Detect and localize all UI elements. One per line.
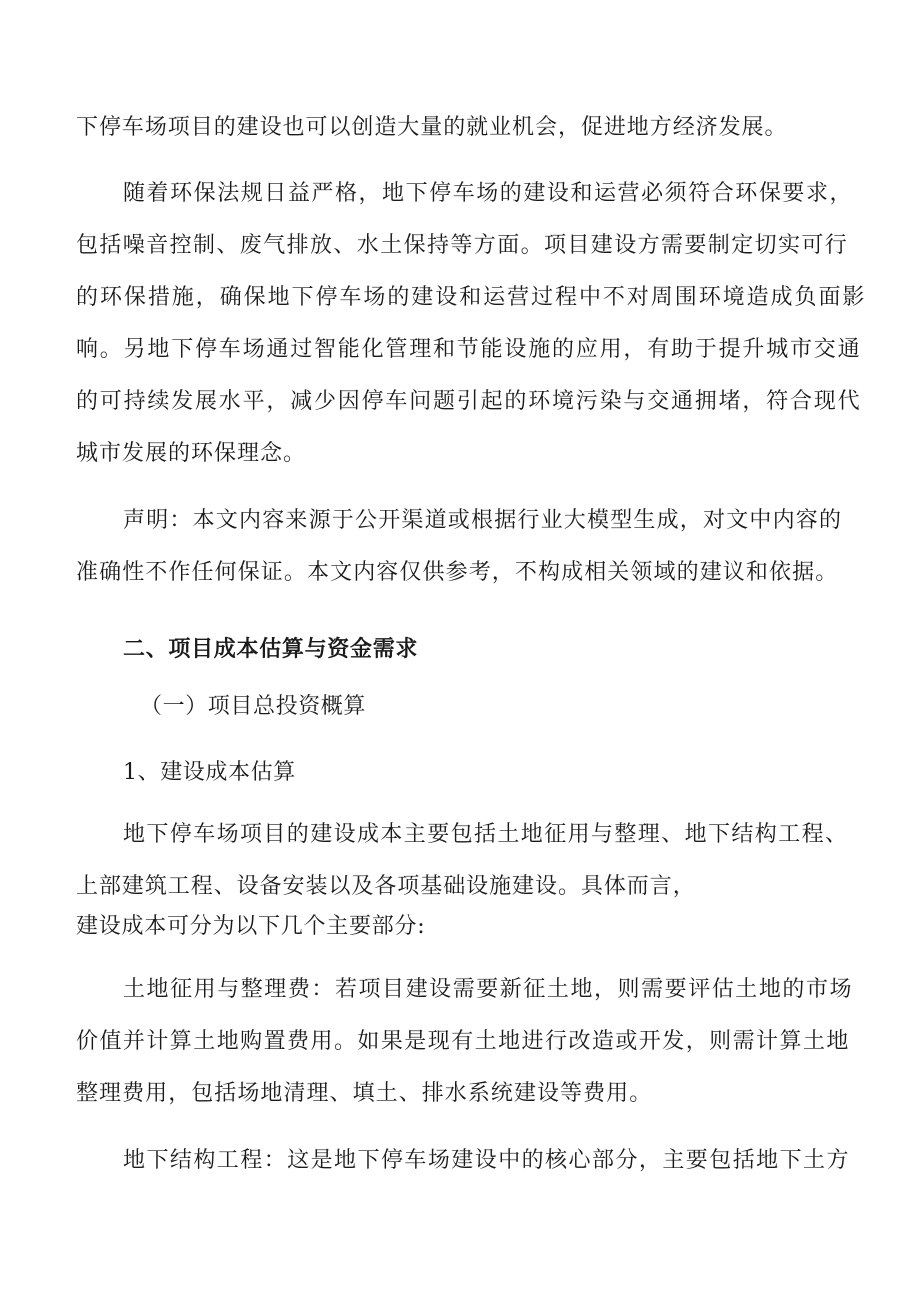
text-line: 上部建筑工程、设备安装以及各项基础设施建设。具体而言，: [76, 874, 696, 899]
text-line: 下停车场项目的建设也可以创造大量的就业机会，促进地方经济发展。: [76, 115, 788, 140]
disclaimer-line: 准确性不作任何保证。本文内容仅供参考，不构成相关领域的建议和依据。: [76, 560, 839, 585]
text-line: 的环保措施，确保地下停车场的建设和运营过程中不对周围环境造成负面影: [76, 285, 867, 310]
text-line: 地下停车场项目的建设成本主要包括土地征用与整理、地下结构工程、: [123, 822, 849, 847]
text-line: 的可持续发展水平，减少因停车问题引起的环境污染与交通拥堵，符合现代: [76, 389, 862, 414]
text-line: 随着环保法规日益严格，地下停车场的建设和运营必须符合环保要求，: [123, 181, 854, 206]
text-line: 包括噪音控制、废气排放、水土保持等方面。项目建设方需要制定切实可行: [76, 233, 849, 258]
text-line: 建设成本可分为以下几个主要部分:: [76, 914, 426, 939]
text-line: 土地征用与整理费：若项目建设需要新征土地，则需要评估土地的市场: [123, 977, 854, 1002]
text-line: 价值并计算土地购置费用。如果是现有土地进行改造或开发，则需计算土地: [76, 1029, 850, 1054]
text-line: 城市发展的环保理念。: [76, 441, 307, 466]
text-line: 响。另地下停车场通过智能化管理和节能设施的应用，有助于提升城市交通: [76, 337, 862, 362]
disclaimer-line: 声明：本文内容来源于公开渠道或根据行业大模型生成，对文中内容的: [123, 508, 843, 533]
section-heading: 二、项目成本估算与资金需求: [123, 637, 419, 662]
subsection-heading: （一）项目总投资概算: [140, 694, 367, 719]
item-heading: 1、建设成本估算: [123, 760, 296, 785]
text-line: 地下结构工程：这是地下停车场建设中的核心部分，主要包括地下土方: [123, 1148, 850, 1173]
text-line: 整理费用，包括场地清理、填土、排水系统建设等费用。: [76, 1081, 653, 1106]
